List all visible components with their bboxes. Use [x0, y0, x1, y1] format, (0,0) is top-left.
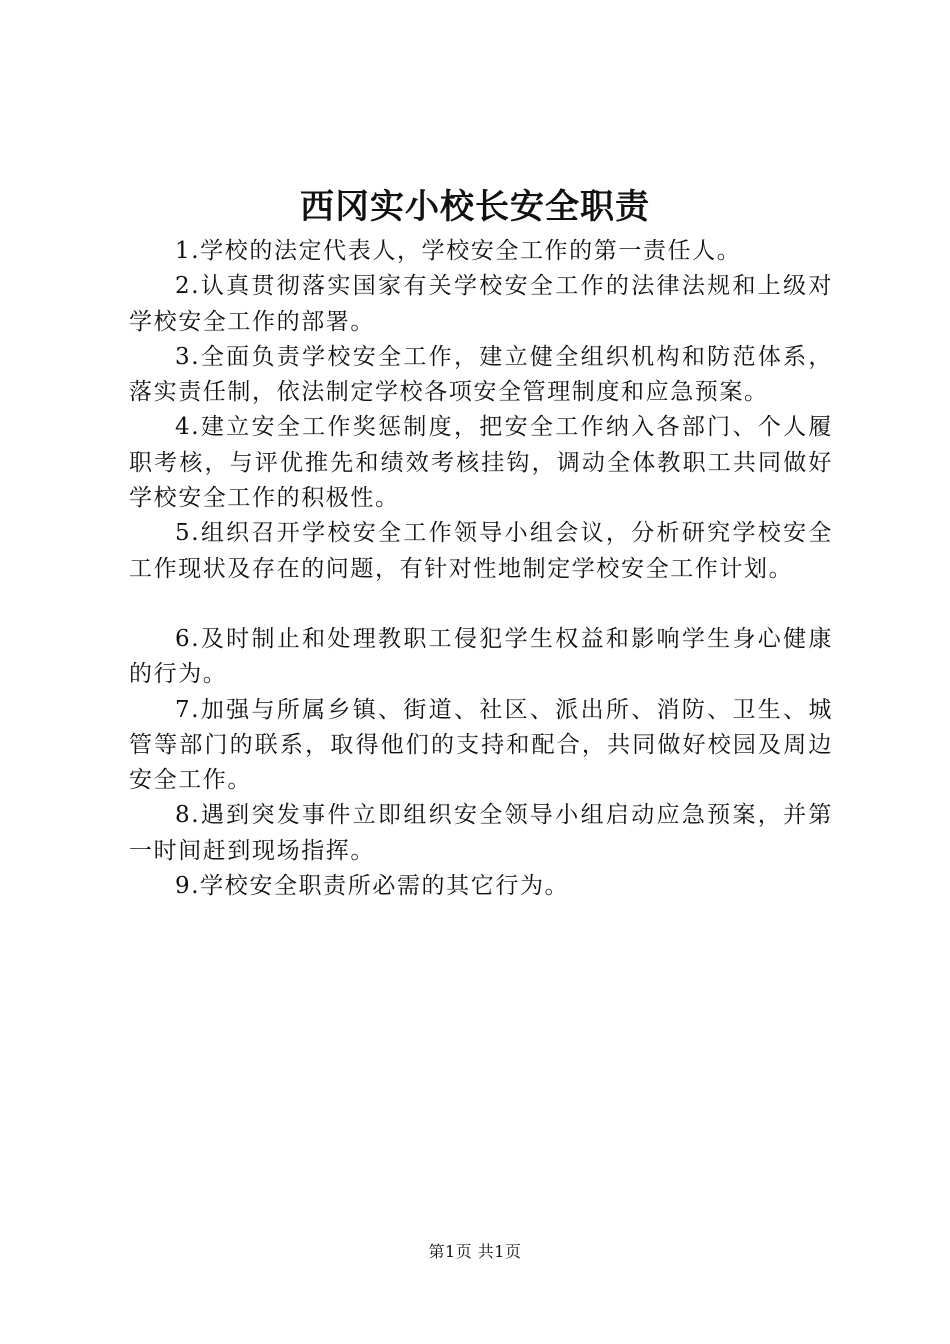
page-footer: 第1页 共1页	[428, 1242, 522, 1261]
paragraph-2: 2.认真贯彻落实国家有关学校安全工作的法律法规和上级对学校安全工作的部署。	[129, 273, 833, 335]
document-title: 西冈实小校长安全职责	[300, 187, 650, 227]
paragraph-1: 1.学校的法定代表人，学校安全工作的第一责任人。	[175, 238, 742, 264]
paragraph-7: 7.加强与所属乡镇、街道、社区、派出所、消防、卫生、城管等部门的联系，取得他们的支持和配合，共同做好校园及周边安全工作。	[129, 696, 833, 794]
paragraph-6: 6.及时制止和处理教职工侵犯学生权益和影响学生身心健康的行为。	[129, 625, 833, 688]
paragraph-4: 4.建立安全工作奖惩制度，把安全工作纳入各部门、个人履职考核，与评优推先和绩效考核挂钩，调动全体教职工共同做好学校安全工作的积极性。	[129, 414, 833, 512]
blank-line	[129, 587, 833, 622]
paragraph-3: 3.全面负责学校安全工作，建立健全组织机构和防范体系，落实责任制，依法制定学校各项安全管理制度和应急预案。	[129, 343, 833, 406]
paragraph-5: 5.组织召开学校安全工作领导小组会议，分析研究学校安全工作现状及存在的问题，有针对性地制定学校安全工作计划。	[129, 520, 833, 582]
paragraph-8: 8.遇到突发事件立即组织安全领导小组启动应急预案，并第一时间赶到现场指挥。	[129, 802, 833, 864]
document-body	[129, 234, 833, 904]
paragraph-9: 9.学校安全职责所必需的其它行为。	[175, 873, 570, 900]
